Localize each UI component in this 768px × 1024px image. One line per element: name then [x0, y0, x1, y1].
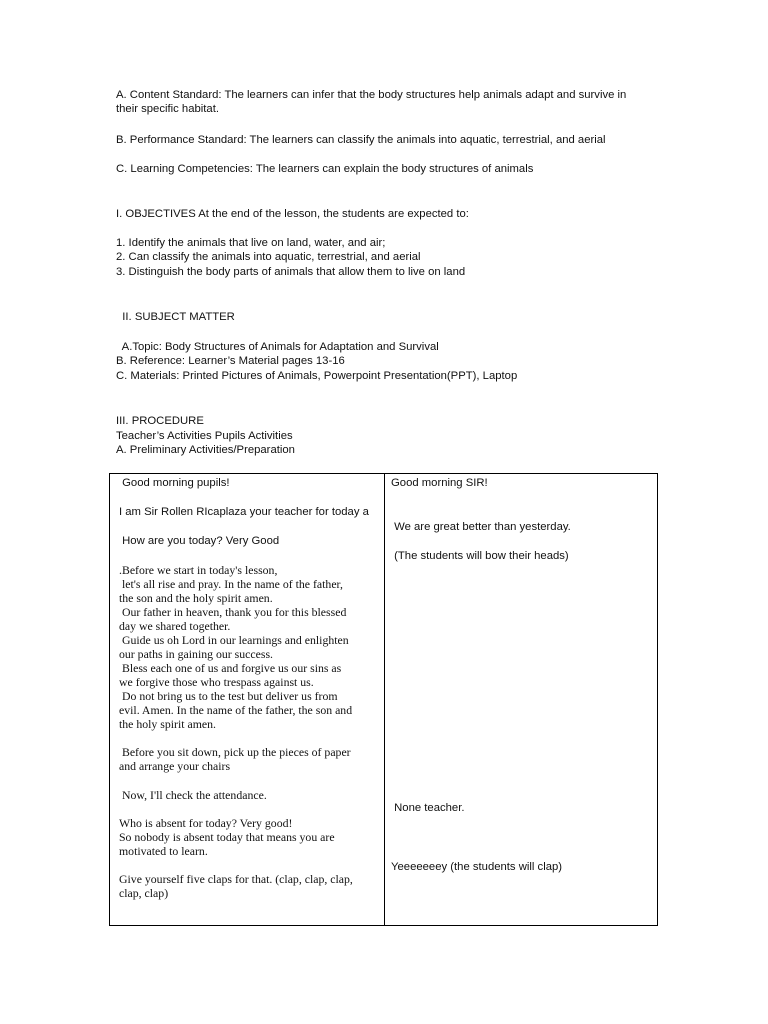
- teacher-line: let's all rise and pray. In the name of the father,: [119, 577, 343, 591]
- teacher-line: Bless each one of us and forgive us our sins as: [119, 661, 342, 675]
- preliminary-activities-heading: A. Preliminary Activities/Preparation: [116, 444, 295, 456]
- pupil-line: (The students will bow their heads): [391, 550, 569, 562]
- teacher-line: the son and the holy spirit amen.: [119, 591, 273, 605]
- teacher-line: Guide us oh Lord in our learnings and enlighten: [119, 633, 349, 647]
- pupil-line: We are great better than yesterday.: [391, 521, 571, 533]
- teacher-line: our paths in gaining our success.: [119, 647, 273, 661]
- procedure-heading: III. PROCEDURE: [116, 415, 204, 427]
- teacher-line: Before you sit down, pick up the pieces of paper: [119, 745, 351, 759]
- reference-line: B. Reference: Learner’s Material pages 13-16: [116, 355, 345, 367]
- pupil-line: Yeeeeeeey (the students will clap): [391, 861, 563, 873]
- learning-competencies: C. Learning Competencies: The learners can explain the body structures of animals: [116, 163, 534, 175]
- column-divider: [384, 474, 385, 925]
- teacher-line: day we shared together.: [119, 619, 231, 633]
- content-standard-line-1: A. Content Standard: The learners can infer that the body structures help animals adapt and survive in: [116, 89, 627, 101]
- teacher-line: Do not bring us to the test but deliver us from: [119, 689, 338, 703]
- teacher-line: evil. Amen. In the name of the father, the son and: [119, 703, 353, 717]
- topic-line: A.Topic: Body Structures of Animals for Adaptation and Survival: [116, 341, 439, 353]
- content-standard-line-2: their specific habitat.: [116, 103, 219, 115]
- objective-1: 1. Identify the animals that live on land, water, and air;: [116, 237, 386, 249]
- teacher-line: .Before we start in today's lesson,: [119, 563, 278, 577]
- teacher-line: Our father in heaven, thank you for this blessed: [119, 605, 347, 619]
- performance-standard: B. Performance Standard: The learners can classify the animals into aquatic, terrestrial, and aerial: [116, 134, 606, 146]
- teacher-line: clap, clap): [119, 886, 169, 900]
- teacher-line: motivated to learn.: [119, 844, 208, 858]
- teacher-line: we forgive those who trespass against us.: [119, 675, 314, 689]
- objectives-heading: I. OBJECTIVES At the end of the lesson, the students are expected to:: [116, 208, 469, 220]
- teacher-line: So nobody is absent today that means you are: [119, 830, 335, 844]
- teacher-line: Give yourself five claps for that. (clap, clap, clap,: [119, 872, 353, 886]
- teacher-line: I am Sir Rollen RIcaplaza your teacher for today a: [119, 506, 369, 518]
- materials-line: C. Materials: Printed Pictures of Animals, Powerpoint Presentation(PPT), Laptop: [116, 370, 518, 382]
- teacher-line: How are you today? Very Good: [119, 535, 280, 547]
- activities-table: [109, 473, 658, 926]
- teacher-line: Now, I'll check the attendance.: [119, 788, 267, 802]
- objective-2: 2. Can classify the animals into aquatic, terrestrial, and aerial: [116, 251, 421, 263]
- objective-3: 3. Distinguish the body parts of animals that allow them to live on land: [116, 266, 466, 278]
- pupil-line: Good morning SIR!: [391, 477, 488, 489]
- activities-columns-heading: Teacher’s Activities Pupils Activities: [116, 430, 293, 442]
- teacher-line: the holy spirit amen.: [119, 717, 216, 731]
- teacher-line: Who is absent for today? Very good!: [119, 816, 293, 830]
- subject-matter-heading: II. SUBJECT MATTER: [116, 311, 235, 323]
- teacher-line: Good morning pupils!: [119, 477, 230, 489]
- teacher-line: and arrange your chairs: [119, 759, 231, 773]
- pupil-line: None teacher.: [391, 802, 465, 814]
